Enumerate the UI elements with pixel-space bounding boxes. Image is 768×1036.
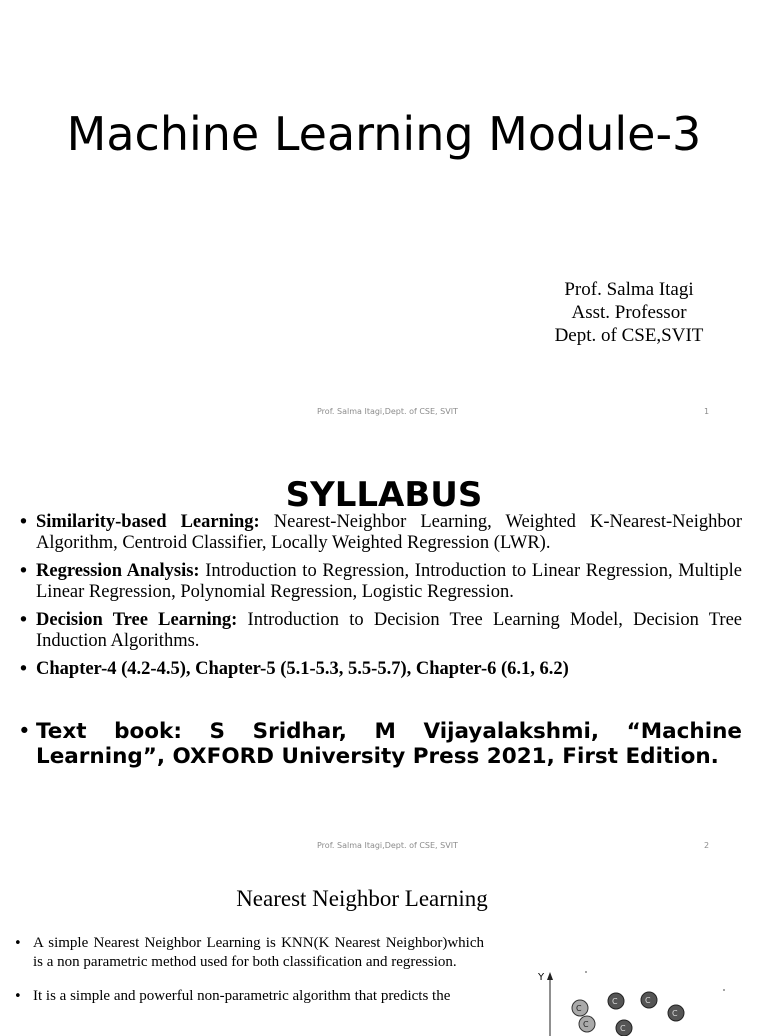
list-item: [18, 659, 742, 680]
slide-footer: Prof. Salma Itagi,Dept. of CSE, SVIT: [317, 841, 458, 850]
knn-scatter-figure: [536, 966, 736, 1036]
slide-title: SYLLABUS: [285, 475, 483, 515]
item-label: Similarity-based Learning:: [36, 512, 260, 532]
slide-3: [0, 866, 768, 1033]
author-block: [520, 278, 738, 347]
point-label: C: [576, 1004, 582, 1013]
bullet-icon: •: [18, 719, 31, 744]
point-marker: [616, 1020, 632, 1036]
item-label: Regression Analysis:: [36, 561, 200, 581]
list-item: [14, 987, 484, 1006]
y-axis-arrow-icon: [547, 972, 553, 980]
point-dot: [585, 971, 587, 973]
syllabus-list: [18, 512, 742, 687]
point-label: C: [645, 996, 651, 1005]
item-label: Decision Tree Learning:: [36, 610, 238, 630]
point-label: C: [583, 1020, 589, 1029]
chapters-text: Chapter-4 (4.2-4.5), Chapter-5 (5.1-5.3, 5.5-5.7), Chapter-6 (6.1, 6.2): [36, 659, 569, 679]
bullet-icon: •: [18, 561, 29, 582]
item-text: Introduction to Regression, Introduction to Linear Regression, Multiple Linear Regression, Polynomial Regression, Logistic Regression.: [36, 561, 742, 602]
textbook-reference: [18, 720, 742, 769]
slide-footer: Prof. Salma Itagi,Dept. of CSE, SVIT: [317, 407, 458, 416]
point-label: C: [620, 1024, 626, 1033]
slide-title: Machine Learning Module-3: [66, 107, 702, 161]
list-item: [18, 610, 742, 652]
bullet-icon: •: [18, 610, 29, 631]
author-designation: Asst. Professor: [571, 302, 687, 323]
point-marker: [579, 1016, 595, 1032]
author-department: Dept. of CSE,SVIT: [554, 325, 704, 346]
point-label: C: [672, 1009, 678, 1018]
y-axis-label: Y: [538, 972, 545, 983]
point-marker: [668, 1005, 684, 1021]
slide-2: [0, 433, 768, 866]
bullet-icon: •: [18, 512, 29, 533]
item-text: A simple Nearest Neighbor Learning is KNN(K Nearest Neighbor)which is a non parametric method used for both classification and regression.: [33, 935, 484, 970]
bullet-icon: •: [14, 936, 22, 951]
textbook-text: Text book: S Sridhar, M Vijayalakshmi, “Machine Learning”, OXFORD University Press 2021, First Edition.: [36, 719, 742, 769]
bullet-icon: •: [14, 989, 22, 1004]
page-number: 2: [704, 841, 710, 850]
point-marker: [608, 993, 624, 1009]
item-text: Nearest-Neighbor Learning, Weighted K-Nearest-Neighbor Algorithm, Centroid Classifier, Locally Weighted Regression (LWR).: [36, 512, 743, 553]
page-number: 1: [704, 407, 710, 416]
author-name: Prof. Salma Itagi: [564, 279, 694, 300]
point-dot: [723, 989, 725, 991]
slide-1: [0, 0, 768, 433]
list-item: [18, 512, 742, 554]
slide-title: Nearest Neighbor Learning: [236, 886, 488, 911]
point-label: C: [612, 997, 618, 1006]
point-marker: [641, 992, 657, 1008]
list-item: [14, 934, 484, 972]
item-text: Introduction to Decision Tree Learning Model, Decision Tree Induction Algorithms.: [36, 610, 742, 651]
bullet-icon: •: [18, 659, 29, 680]
bullet-list: [14, 934, 484, 1021]
list-item: [18, 561, 742, 603]
item-text: It is a simple and powerful non-parametric algorithm that predicts the: [33, 988, 451, 1004]
point-marker: [572, 1000, 588, 1016]
